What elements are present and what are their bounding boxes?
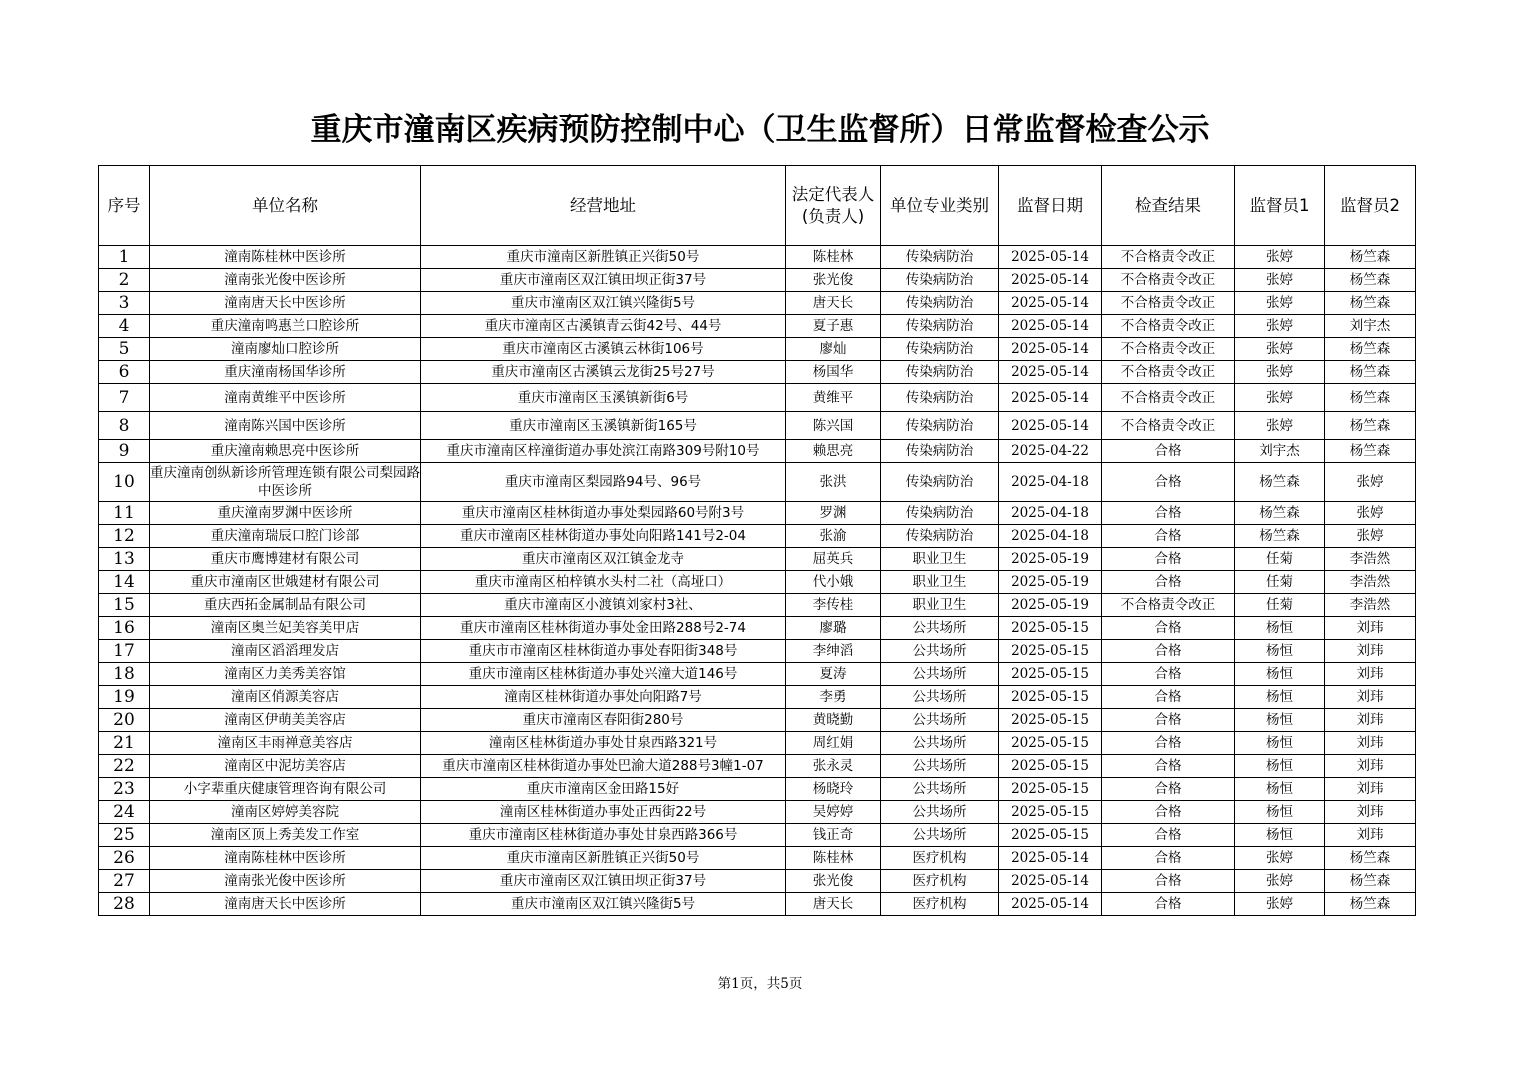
cell-inspector1: 张婷 [1235, 893, 1325, 916]
cell-category: 职业卫生 [881, 594, 999, 617]
cell-date: 2025-05-15 [999, 755, 1102, 778]
cell-inspector1: 杨竺森 [1235, 525, 1325, 548]
cell-legal-rep: 屈英兵 [786, 548, 881, 571]
cell-inspector1: 张婷 [1235, 412, 1325, 440]
cell-result: 合格 [1102, 440, 1235, 463]
table-row [99, 571, 1416, 594]
cell-inspector1: 任菊 [1235, 548, 1325, 571]
cell-result: 合格 [1102, 801, 1235, 824]
cell-unit-name: 潼南陈桂林中医诊所 [150, 847, 421, 870]
cell-address: 重庆市潼南区古溪镇青云街42号、44号 [421, 315, 786, 338]
table-row [99, 548, 1416, 571]
table-row [99, 525, 1416, 548]
cell-no: 23 [99, 778, 150, 801]
cell-no: 14 [99, 571, 150, 594]
cell-legal-rep: 张洪 [786, 463, 881, 502]
cell-address: 重庆市潼南区桂林街道办事处兴潼大道146号 [421, 663, 786, 686]
cell-unit-name: 潼南廖灿口腔诊所 [150, 338, 421, 361]
table-row [99, 778, 1416, 801]
cell-inspector2: 杨竺森 [1325, 384, 1416, 412]
cell-date: 2025-05-19 [999, 571, 1102, 594]
cell-date: 2025-05-15 [999, 778, 1102, 801]
header-no: 序号 [99, 166, 150, 246]
cell-inspector2: 李浩然 [1325, 571, 1416, 594]
cell-inspector2: 李浩然 [1325, 548, 1416, 571]
cell-unit-name: 潼南唐天长中医诊所 [150, 292, 421, 315]
table-row [99, 640, 1416, 663]
cell-inspector2: 刘玮 [1325, 801, 1416, 824]
cell-no: 7 [99, 384, 150, 412]
page-title: 重庆市潼南区疾病预防控制中心（卫生监督所）日常监督检查公示 [310, 112, 1210, 148]
cell-result: 合格 [1102, 686, 1235, 709]
table-row [99, 663, 1416, 686]
cell-address: 潼南区桂林街道办事处正西街22号 [421, 801, 786, 824]
cell-no: 16 [99, 617, 150, 640]
cell-unit-name: 重庆市潼南区世娥建材有限公司 [150, 571, 421, 594]
table-row [99, 755, 1416, 778]
cell-no: 26 [99, 847, 150, 870]
cell-category: 公共场所 [881, 755, 999, 778]
table-row [99, 384, 1416, 412]
cell-date: 2025-05-14 [999, 338, 1102, 361]
cell-category: 公共场所 [881, 778, 999, 801]
cell-no: 13 [99, 548, 150, 571]
cell-unit-name: 重庆潼南赖思亮中医诊所 [150, 440, 421, 463]
cell-result: 不合格责令改正 [1102, 412, 1235, 440]
header-inspector1: 监督员1 [1235, 166, 1325, 246]
cell-address: 重庆市市潼南区桂林街道办事处春阳街348号 [421, 640, 786, 663]
cell-inspector2: 张婷 [1325, 502, 1416, 525]
cell-date: 2025-04-22 [999, 440, 1102, 463]
cell-category: 公共场所 [881, 824, 999, 847]
cell-category: 传染病防治 [881, 502, 999, 525]
cell-address: 重庆市潼南区桂林街道办事处向阳路141号2-04 [421, 525, 786, 548]
cell-result: 不合格责令改正 [1102, 246, 1235, 269]
cell-address: 重庆市潼南区桂林街道办事处巴渝大道288号3幢1-07 [421, 755, 786, 778]
cell-result: 合格 [1102, 732, 1235, 755]
cell-inspector1: 张婷 [1235, 361, 1325, 384]
cell-no: 5 [99, 338, 150, 361]
cell-result: 合格 [1102, 571, 1235, 594]
cell-legal-rep: 杨国华 [786, 361, 881, 384]
cell-inspector1: 杨恒 [1235, 732, 1325, 755]
cell-inspector1: 任菊 [1235, 594, 1325, 617]
cell-no: 18 [99, 663, 150, 686]
cell-legal-rep: 唐天长 [786, 292, 881, 315]
cell-category: 传染病防治 [881, 361, 999, 384]
cell-no: 21 [99, 732, 150, 755]
cell-legal-rep: 李勇 [786, 686, 881, 709]
cell-unit-name: 潼南陈兴国中医诊所 [150, 412, 421, 440]
cell-no: 28 [99, 893, 150, 916]
cell-unit-name: 重庆潼南鸣惠兰口腔诊所 [150, 315, 421, 338]
cell-category: 传染病防治 [881, 384, 999, 412]
cell-no: 20 [99, 709, 150, 732]
cell-result: 不合格责令改正 [1102, 361, 1235, 384]
cell-address: 重庆市潼南区双江镇兴隆街5号 [421, 292, 786, 315]
cell-category: 传染病防治 [881, 315, 999, 338]
cell-category: 传染病防治 [881, 269, 999, 292]
cell-legal-rep: 杨晓玲 [786, 778, 881, 801]
table-header-row [99, 166, 1416, 246]
cell-result: 合格 [1102, 778, 1235, 801]
cell-inspector2: 刘宇杰 [1325, 315, 1416, 338]
cell-no: 24 [99, 801, 150, 824]
cell-inspector1: 任菊 [1235, 571, 1325, 594]
cell-date: 2025-05-14 [999, 384, 1102, 412]
cell-result: 合格 [1102, 755, 1235, 778]
cell-unit-name: 潼南区俏源美容店 [150, 686, 421, 709]
cell-address: 潼南区桂林街道办事处甘泉西路321号 [421, 732, 786, 755]
table-row [99, 269, 1416, 292]
cell-inspector2: 杨竺森 [1325, 338, 1416, 361]
table-row [99, 440, 1416, 463]
cell-legal-rep: 黄晓勤 [786, 709, 881, 732]
cell-date: 2025-05-15 [999, 663, 1102, 686]
cell-legal-rep: 周红娟 [786, 732, 881, 755]
cell-result: 合格 [1102, 617, 1235, 640]
cell-unit-name: 潼南区顶上秀美发工作室 [150, 824, 421, 847]
cell-no: 17 [99, 640, 150, 663]
cell-result: 合格 [1102, 525, 1235, 548]
cell-no: 10 [99, 463, 150, 502]
cell-result: 合格 [1102, 847, 1235, 870]
cell-inspector2: 刘玮 [1325, 663, 1416, 686]
cell-no: 27 [99, 870, 150, 893]
cell-address: 重庆市潼南区桂林街道办事处梨园路60号附3号 [421, 502, 786, 525]
cell-legal-rep: 夏涛 [786, 663, 881, 686]
cell-inspector1: 杨恒 [1235, 709, 1325, 732]
cell-inspector2: 杨竺森 [1325, 246, 1416, 269]
cell-date: 2025-05-14 [999, 893, 1102, 916]
cell-inspector1: 张婷 [1235, 384, 1325, 412]
cell-unit-name: 潼南区滔滔理发店 [150, 640, 421, 663]
cell-legal-rep: 唐天长 [786, 893, 881, 916]
cell-date: 2025-05-14 [999, 361, 1102, 384]
cell-address: 重庆市潼南区春阳街280号 [421, 709, 786, 732]
cell-legal-rep: 廖灿 [786, 338, 881, 361]
cell-date: 2025-05-15 [999, 732, 1102, 755]
table-row [99, 292, 1416, 315]
cell-result: 合格 [1102, 663, 1235, 686]
cell-date: 2025-04-18 [999, 525, 1102, 548]
cell-inspector1: 杨竺森 [1235, 502, 1325, 525]
cell-unit-name: 潼南张光俊中医诊所 [150, 870, 421, 893]
cell-legal-rep: 张渝 [786, 525, 881, 548]
cell-no: 25 [99, 824, 150, 847]
cell-category: 职业卫生 [881, 548, 999, 571]
cell-result: 不合格责令改正 [1102, 292, 1235, 315]
cell-date: 2025-05-19 [999, 594, 1102, 617]
page-number: 第1页，共5页 [717, 976, 803, 992]
cell-result: 合格 [1102, 709, 1235, 732]
cell-inspector1: 杨竺森 [1235, 463, 1325, 502]
table-row [99, 870, 1416, 893]
cell-category: 公共场所 [881, 663, 999, 686]
cell-legal-rep: 钱正奇 [786, 824, 881, 847]
cell-date: 2025-05-14 [999, 315, 1102, 338]
cell-inspector1: 张婷 [1235, 246, 1325, 269]
cell-inspector2: 杨竺森 [1325, 361, 1416, 384]
cell-address: 重庆市潼南区梨园路94号、96号 [421, 463, 786, 502]
cell-inspector2: 杨竺森 [1325, 893, 1416, 916]
cell-unit-name: 小字辈重庆健康管理咨询有限公司 [150, 778, 421, 801]
cell-date: 2025-05-15 [999, 686, 1102, 709]
cell-legal-rep: 李绅滔 [786, 640, 881, 663]
cell-inspector1: 杨恒 [1235, 686, 1325, 709]
cell-address: 重庆市潼南区玉溪镇新街165号 [421, 412, 786, 440]
cell-inspector1: 张婷 [1235, 315, 1325, 338]
cell-unit-name: 潼南区中泥坊美容店 [150, 755, 421, 778]
cell-date: 2025-04-18 [999, 502, 1102, 525]
table-row [99, 732, 1416, 755]
cell-category: 传染病防治 [881, 412, 999, 440]
cell-no: 9 [99, 440, 150, 463]
cell-address: 重庆市潼南区梓潼街道办事处滨江南路309号附10号 [421, 440, 786, 463]
cell-inspector2: 杨竺森 [1325, 412, 1416, 440]
inspection-table [98, 165, 1416, 916]
cell-date: 2025-05-15 [999, 801, 1102, 824]
cell-address: 重庆市潼南区双江镇田坝正街37号 [421, 870, 786, 893]
cell-no: 1 [99, 246, 150, 269]
cell-category: 医疗机构 [881, 870, 999, 893]
cell-no: 3 [99, 292, 150, 315]
cell-inspector2: 李浩然 [1325, 594, 1416, 617]
cell-category: 职业卫生 [881, 571, 999, 594]
cell-date: 2025-05-14 [999, 847, 1102, 870]
cell-category: 传染病防治 [881, 292, 999, 315]
cell-result: 不合格责令改正 [1102, 338, 1235, 361]
cell-unit-name: 潼南唐天长中医诊所 [150, 893, 421, 916]
cell-unit-name: 重庆潼南杨国华诊所 [150, 361, 421, 384]
cell-unit-name: 潼南黄维平中医诊所 [150, 384, 421, 412]
cell-legal-rep: 赖思亮 [786, 440, 881, 463]
cell-inspector1: 张婷 [1235, 870, 1325, 893]
cell-inspector2: 张婷 [1325, 463, 1416, 502]
cell-inspector2: 刘玮 [1325, 755, 1416, 778]
cell-inspector1: 杨恒 [1235, 778, 1325, 801]
cell-address: 重庆市潼南区柏梓镇水头村二社（高垭口） [421, 571, 786, 594]
cell-no: 19 [99, 686, 150, 709]
cell-address: 重庆市潼南区古溪镇云林街106号 [421, 338, 786, 361]
header-inspector2: 监督员2 [1325, 166, 1416, 246]
cell-inspector1: 杨恒 [1235, 801, 1325, 824]
table-row [99, 824, 1416, 847]
cell-inspector1: 杨恒 [1235, 824, 1325, 847]
cell-inspector1: 杨恒 [1235, 617, 1325, 640]
cell-legal-rep: 黄维平 [786, 384, 881, 412]
cell-no: 4 [99, 315, 150, 338]
cell-inspector2: 杨竺森 [1325, 292, 1416, 315]
cell-address: 重庆市潼南区双江镇田坝正街37号 [421, 269, 786, 292]
cell-result: 合格 [1102, 870, 1235, 893]
cell-no: 15 [99, 594, 150, 617]
cell-legal-rep: 张永灵 [786, 755, 881, 778]
table-row [99, 412, 1416, 440]
cell-address: 重庆市潼南区双江镇金龙寺 [421, 548, 786, 571]
cell-date: 2025-05-14 [999, 269, 1102, 292]
cell-category: 医疗机构 [881, 893, 999, 916]
cell-inspector1: 刘宇杰 [1235, 440, 1325, 463]
cell-legal-rep: 陈桂林 [786, 246, 881, 269]
table-row [99, 315, 1416, 338]
cell-legal-rep: 吴婷婷 [786, 801, 881, 824]
cell-inspector2: 刘玮 [1325, 640, 1416, 663]
cell-unit-name: 潼南陈桂林中医诊所 [150, 246, 421, 269]
cell-category: 公共场所 [881, 640, 999, 663]
cell-inspector2: 张婷 [1325, 525, 1416, 548]
cell-date: 2025-05-14 [999, 870, 1102, 893]
cell-result: 合格 [1102, 893, 1235, 916]
cell-inspector1: 张婷 [1235, 338, 1325, 361]
header-category: 单位专业类别 [881, 166, 999, 246]
cell-inspector2: 杨竺森 [1325, 847, 1416, 870]
table-row [99, 801, 1416, 824]
table-row [99, 847, 1416, 870]
cell-unit-name: 重庆西拓金属制品有限公司 [150, 594, 421, 617]
cell-category: 传染病防治 [881, 525, 999, 548]
cell-address: 重庆市潼南区双江镇兴隆街5号 [421, 893, 786, 916]
table-row [99, 709, 1416, 732]
header-name: 单位名称 [150, 166, 421, 246]
cell-date: 2025-05-15 [999, 824, 1102, 847]
cell-unit-name: 重庆市鹰博建材有限公司 [150, 548, 421, 571]
cell-inspector2: 刘玮 [1325, 824, 1416, 847]
cell-address: 重庆市潼南区古溪镇云龙街25号27号 [421, 361, 786, 384]
cell-inspector2: 杨竺森 [1325, 269, 1416, 292]
cell-address: 重庆市潼南区金田路15好 [421, 778, 786, 801]
cell-no: 12 [99, 525, 150, 548]
cell-unit-name: 潼南区奥兰妃美容美甲店 [150, 617, 421, 640]
table-row [99, 463, 1416, 502]
cell-date: 2025-05-14 [999, 292, 1102, 315]
cell-date: 2025-05-14 [999, 246, 1102, 269]
cell-result: 合格 [1102, 548, 1235, 571]
cell-date: 2025-05-15 [999, 709, 1102, 732]
cell-legal-rep: 代小娥 [786, 571, 881, 594]
cell-result: 合格 [1102, 824, 1235, 847]
table-row [99, 893, 1416, 916]
cell-unit-name: 潼南张光俊中医诊所 [150, 269, 421, 292]
cell-inspector2: 杨竺森 [1325, 870, 1416, 893]
header-rep: 法定代表人(负责人) [786, 166, 881, 246]
header-address: 经营地址 [421, 166, 786, 246]
cell-inspector1: 杨恒 [1235, 640, 1325, 663]
cell-legal-rep: 陈桂林 [786, 847, 881, 870]
cell-inspector2: 刘玮 [1325, 732, 1416, 755]
table-row [99, 502, 1416, 525]
cell-inspector2: 刘玮 [1325, 686, 1416, 709]
cell-unit-name: 潼南区婷婷美容院 [150, 801, 421, 824]
cell-date: 2025-05-15 [999, 617, 1102, 640]
cell-inspector1: 张婷 [1235, 269, 1325, 292]
cell-category: 公共场所 [881, 801, 999, 824]
cell-inspector2: 杨竺森 [1325, 440, 1416, 463]
cell-unit-name: 重庆潼南瑞辰口腔门诊部 [150, 525, 421, 548]
cell-date: 2025-04-18 [999, 463, 1102, 502]
table-row [99, 594, 1416, 617]
cell-result: 不合格责令改正 [1102, 315, 1235, 338]
cell-inspector2: 刘玮 [1325, 617, 1416, 640]
cell-category: 传染病防治 [881, 440, 999, 463]
cell-unit-name: 潼南区伊萌美美容店 [150, 709, 421, 732]
header-date: 监督日期 [999, 166, 1102, 246]
cell-date: 2025-05-15 [999, 640, 1102, 663]
cell-category: 传染病防治 [881, 246, 999, 269]
cell-address: 重庆市潼南区桂林街道办事处甘泉西路366号 [421, 824, 786, 847]
cell-category: 公共场所 [881, 709, 999, 732]
cell-category: 医疗机构 [881, 847, 999, 870]
cell-legal-rep: 廖璐 [786, 617, 881, 640]
cell-result: 不合格责令改正 [1102, 594, 1235, 617]
cell-date: 2025-05-14 [999, 412, 1102, 440]
cell-legal-rep: 张光俊 [786, 870, 881, 893]
cell-category: 传染病防治 [881, 338, 999, 361]
table-row [99, 246, 1416, 269]
cell-category: 公共场所 [881, 686, 999, 709]
cell-inspector1: 张婷 [1235, 847, 1325, 870]
cell-result: 合格 [1102, 502, 1235, 525]
cell-unit-name: 重庆潼南创纵新诊所管理连锁有限公司梨园路中医诊所 [150, 463, 421, 502]
cell-address: 重庆市潼南区小渡镇刘家村3社、 [421, 594, 786, 617]
cell-result: 不合格责令改正 [1102, 269, 1235, 292]
cell-no: 8 [99, 412, 150, 440]
cell-legal-rep: 罗渊 [786, 502, 881, 525]
cell-no: 6 [99, 361, 150, 384]
cell-legal-rep: 陈兴国 [786, 412, 881, 440]
table-row [99, 361, 1416, 384]
table-row [99, 338, 1416, 361]
table-row [99, 617, 1416, 640]
cell-inspector1: 杨恒 [1235, 663, 1325, 686]
cell-legal-rep: 夏子惠 [786, 315, 881, 338]
cell-category: 传染病防治 [881, 463, 999, 502]
cell-result: 合格 [1102, 640, 1235, 663]
cell-address: 重庆市潼南区玉溪镇新街6号 [421, 384, 786, 412]
header-result: 检查结果 [1102, 166, 1235, 246]
cell-no: 2 [99, 269, 150, 292]
cell-category: 公共场所 [881, 732, 999, 755]
cell-inspector1: 张婷 [1235, 292, 1325, 315]
cell-no: 22 [99, 755, 150, 778]
cell-unit-name: 重庆潼南罗渊中医诊所 [150, 502, 421, 525]
cell-date: 2025-05-19 [999, 548, 1102, 571]
cell-address: 重庆市潼南区新胜镇正兴街50号 [421, 847, 786, 870]
cell-address: 重庆市潼南区新胜镇正兴街50号 [421, 246, 786, 269]
cell-no: 11 [99, 502, 150, 525]
cell-inspector1: 杨恒 [1235, 755, 1325, 778]
table-row [99, 686, 1416, 709]
cell-address: 潼南区桂林街道办事处向阳路7号 [421, 686, 786, 709]
cell-unit-name: 潼南区丰雨禅意美容店 [150, 732, 421, 755]
cell-address: 重庆市潼南区桂林街道办事处金田路288号2-74 [421, 617, 786, 640]
cell-legal-rep: 李传桂 [786, 594, 881, 617]
cell-inspector2: 刘玮 [1325, 709, 1416, 732]
cell-legal-rep: 张光俊 [786, 269, 881, 292]
cell-result: 合格 [1102, 463, 1235, 502]
cell-result: 不合格责令改正 [1102, 384, 1235, 412]
cell-unit-name: 潼南区力美秀美容馆 [150, 663, 421, 686]
cell-inspector2: 刘玮 [1325, 778, 1416, 801]
cell-category: 公共场所 [881, 617, 999, 640]
